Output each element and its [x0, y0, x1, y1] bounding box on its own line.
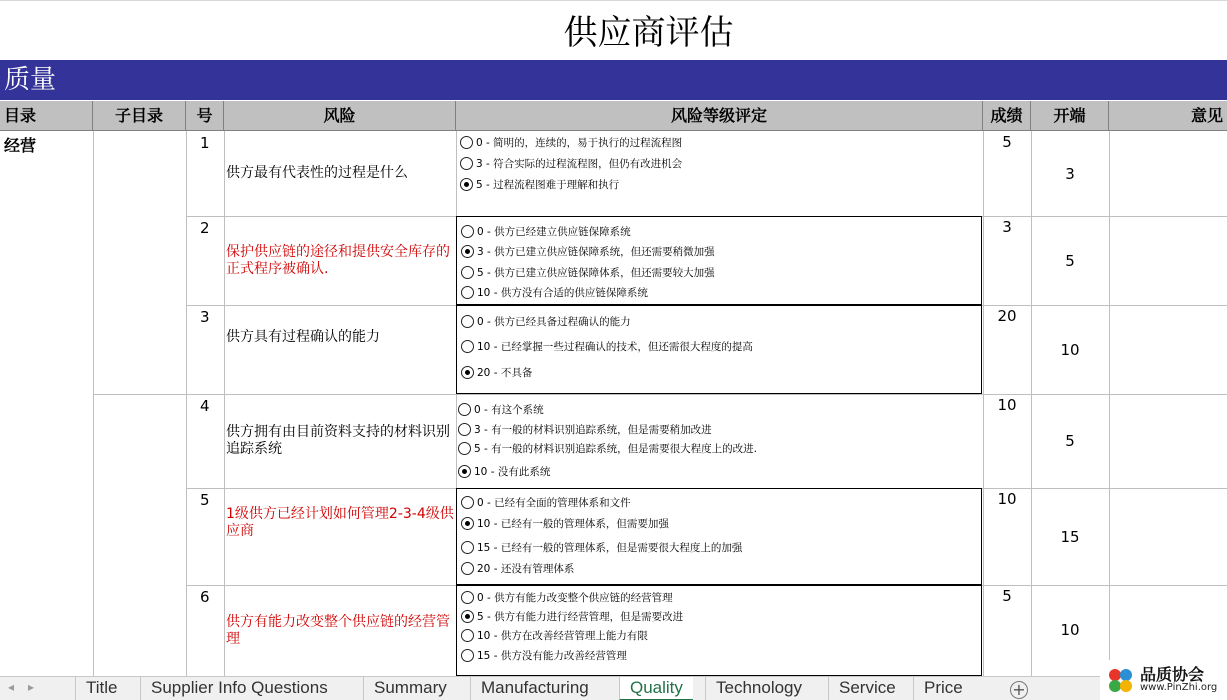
- rating-options: [456, 216, 982, 305]
- header-start[interactable]: 开端: [1031, 101, 1109, 131]
- option-label: 10 - 供方在改善经营管理上能力有限: [477, 630, 648, 642]
- rating-option[interactable]: [458, 441, 757, 456]
- option-label: 5 - 过程流程图难于理解和执行: [476, 179, 620, 191]
- score-cell[interactable]: 5: [1002, 133, 1012, 151]
- radio-button-selected[interactable]: [461, 610, 474, 623]
- radio-button-selected[interactable]: [458, 465, 471, 478]
- tab-service[interactable]: Service: [828, 677, 906, 700]
- rating-options: [456, 305, 982, 394]
- rating-option[interactable]: [461, 244, 715, 259]
- scroll-right-icon[interactable]: ▸: [28, 680, 35, 694]
- option-label: 5 - 供方有能力进行经营管理，但是需要改进: [477, 611, 684, 623]
- radio-button-selected[interactable]: [461, 245, 474, 258]
- table-body: [0, 131, 1227, 676]
- radio-button[interactable]: [461, 340, 474, 353]
- score-cell[interactable]: 20: [997, 307, 1017, 325]
- radio-button[interactable]: [461, 541, 474, 554]
- risk-text: 供方拥有由目前资料支持的材料识别追踪系统: [226, 424, 450, 457]
- radio-button[interactable]: [461, 225, 474, 238]
- header-subcategory[interactable]: 子目录: [93, 101, 186, 131]
- table-row[interactable]: [0, 394, 1227, 488]
- radio-button-selected[interactable]: [461, 366, 474, 379]
- tab-title[interactable]: Title: [75, 677, 128, 700]
- section-header: 质量: [0, 60, 1227, 100]
- option-label: 20 - 还没有管理体系: [477, 563, 575, 575]
- rating-option[interactable]: [461, 339, 753, 354]
- radio-button[interactable]: [461, 562, 474, 575]
- sheet-tab-bar: [0, 676, 1227, 700]
- option-label: 0 - 已经有全面的管理体系和文件: [477, 497, 631, 509]
- rating-option[interactable]: [461, 516, 669, 531]
- radio-button-selected[interactable]: [461, 517, 474, 530]
- option-label: 3 - 有一般的材料识别追踪系统，但是需要稍加改进: [474, 424, 712, 436]
- option-label: 15 - 供方没有能力改善经营管理: [477, 650, 627, 662]
- rating-option[interactable]: [458, 422, 712, 437]
- radio-button[interactable]: [461, 629, 474, 642]
- table-row[interactable]: [0, 488, 1227, 585]
- add-sheet-icon[interactable]: +: [1010, 681, 1028, 699]
- logo-name: 品质协会: [1140, 665, 1205, 684]
- rating-option[interactable]: [460, 177, 619, 192]
- tab-price[interactable]: Price: [913, 677, 973, 700]
- rating-option[interactable]: [461, 561, 574, 576]
- header-category[interactable]: 目录: [0, 101, 93, 131]
- option-label: 10 - 供方没有合适的供应链保障系统: [477, 287, 648, 299]
- radio-button[interactable]: [460, 157, 473, 170]
- option-label: 10 - 已经掌握一些过程确认的技术，但还需很大程度的提高: [477, 341, 753, 353]
- radio-button[interactable]: [458, 403, 471, 416]
- rating-option[interactable]: [461, 224, 631, 239]
- rating-options: [456, 131, 982, 216]
- start-cell[interactable]: 5: [1065, 252, 1075, 270]
- risk-text: 供方有能力改变整个供应链的经营管理: [226, 613, 450, 647]
- row-number: 1: [200, 134, 210, 152]
- radio-button[interactable]: [458, 442, 471, 455]
- risk-text: 供方具有过程确认的能力: [226, 328, 380, 345]
- option-label: 10 - 没有此系统: [474, 466, 551, 478]
- tab-technology[interactable]: Technology: [705, 677, 812, 700]
- option-label: 3 - 符合实际的过程流程图，但仍有改进机会: [476, 158, 683, 170]
- logo-mark-icon: [1106, 666, 1134, 694]
- table-row[interactable]: [0, 305, 1227, 394]
- header-score[interactable]: 成绩: [983, 101, 1031, 131]
- option-label: 0 - 有这个系统: [474, 404, 544, 416]
- sheet-title-text: 供应商评估: [563, 13, 734, 53]
- risk-text: 1级供方已经计划如何管理2-3-4级供应商: [226, 506, 454, 539]
- rating-option[interactable]: [461, 628, 648, 643]
- score-cell[interactable]: 3: [1002, 218, 1012, 236]
- table-row[interactable]: [0, 131, 1227, 216]
- row-number: 3: [200, 308, 210, 326]
- radio-button[interactable]: [458, 423, 471, 436]
- rating-option[interactable]: [458, 464, 550, 479]
- rating-option[interactable]: [461, 365, 532, 380]
- option-label: 0 - 简明的，连续的，易于执行的过程流程图: [476, 137, 683, 149]
- rating-option[interactable]: [458, 402, 544, 417]
- table-row[interactable]: [0, 585, 1227, 676]
- row-number: 5: [200, 491, 210, 509]
- rating-option[interactable]: [461, 495, 631, 510]
- radio-button[interactable]: [461, 496, 474, 509]
- row-number: 2: [200, 219, 210, 237]
- start-cell[interactable]: 10: [1060, 621, 1080, 639]
- score-cell[interactable]: 5: [1002, 587, 1012, 605]
- rating-option[interactable]: [460, 135, 682, 150]
- rating-option[interactable]: [461, 540, 742, 555]
- option-label: 5 - 供方已建立供应链保障体系，但还需要较大加强: [477, 267, 715, 279]
- table-row[interactable]: [0, 216, 1227, 305]
- score-cell[interactable]: 10: [997, 396, 1017, 414]
- scroll-left-icon[interactable]: ◂: [8, 680, 15, 694]
- radio-button[interactable]: [461, 286, 474, 299]
- radio-button[interactable]: [461, 649, 474, 662]
- header-rating[interactable]: 风险等级评定: [456, 101, 983, 131]
- rating-option[interactable]: [461, 314, 631, 329]
- option-label: 15 - 已经有一般的管理体系，但是需要很大程度上的加强: [477, 542, 743, 554]
- option-label: 3 - 供方已建立供应链保障系统，但还需要稍微加强: [477, 246, 715, 258]
- start-cell[interactable]: 5: [1065, 432, 1075, 450]
- sheet-title: [0, 0, 1227, 60]
- rating-options: [454, 394, 980, 488]
- table-header: [0, 101, 1227, 131]
- tab-supplier-info-questions[interactable]: Supplier Info Questions: [140, 677, 338, 700]
- option-label: 0 - 供方有能力改变整个供应链的经营管理: [477, 592, 673, 604]
- rating-options: [456, 585, 982, 676]
- start-cell[interactable]: 10: [1060, 341, 1080, 359]
- option-label: 0 - 供方已经具备过程确认的能力: [477, 316, 631, 328]
- start-cell[interactable]: 15: [1060, 528, 1080, 546]
- risk-text: 供方最有代表性的过程是什么: [226, 165, 408, 181]
- option-label: 10 - 已经有一般的管理体系，但需要加强: [477, 518, 669, 530]
- tab-quality[interactable]: Quality: [619, 677, 693, 700]
- radio-button[interactable]: [461, 315, 474, 328]
- radio-button[interactable]: [460, 136, 473, 149]
- rating-option[interactable]: [461, 609, 683, 624]
- tab-summary[interactable]: Summary: [363, 677, 457, 700]
- header-opinion[interactable]: 意见: [1190, 106, 1223, 125]
- category-cell[interactable]: 经营: [4, 136, 37, 155]
- row-number: 4: [200, 397, 210, 415]
- start-cell[interactable]: 3: [1065, 165, 1075, 183]
- header-number[interactable]: 号: [186, 101, 224, 131]
- radio-button[interactable]: [461, 266, 474, 279]
- logo-url: www.PinZhi.org: [1140, 682, 1218, 693]
- radio-button-selected[interactable]: [460, 178, 473, 191]
- rating-option[interactable]: [460, 156, 682, 171]
- site-logo: [1100, 660, 1227, 700]
- option-label: 20 - 不具备: [477, 367, 533, 379]
- rating-option[interactable]: [461, 648, 627, 663]
- header-risk[interactable]: 风险: [224, 101, 456, 131]
- rating-option[interactable]: [461, 285, 648, 300]
- radio-button[interactable]: [461, 591, 474, 604]
- row-number: 6: [200, 588, 210, 606]
- score-cell[interactable]: 10: [997, 490, 1017, 508]
- rating-option[interactable]: [461, 590, 673, 605]
- rating-option[interactable]: [461, 265, 715, 280]
- rating-options: [456, 488, 982, 585]
- risk-text: 保护供应链的途径和提供安全库存的正式程序被确认.: [226, 243, 450, 277]
- tab-manufacturing[interactable]: Manufacturing: [470, 677, 599, 700]
- option-label: 0 - 供方已经建立供应链保障系统: [477, 226, 631, 238]
- option-label: 5 - 有一般的材料识别追踪系统，但是需要很大程度上的改进.: [474, 443, 757, 455]
